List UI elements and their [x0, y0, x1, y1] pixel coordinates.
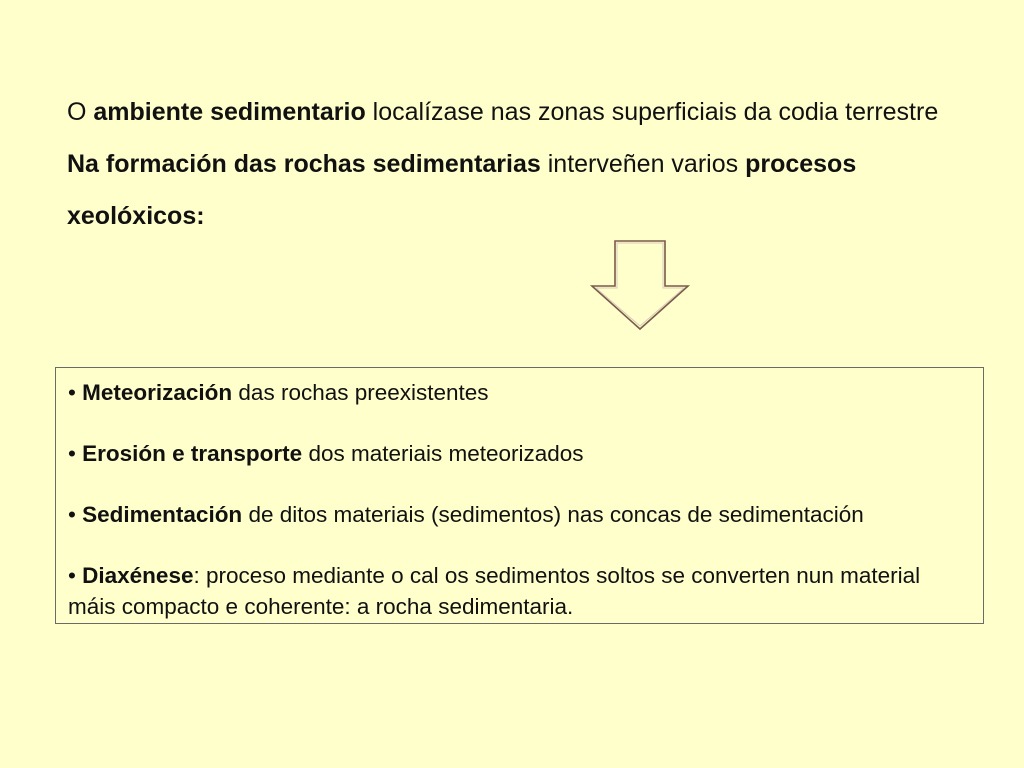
intro-1-post: localízase nas zonas superficiais da codia terrestre — [365, 98, 939, 126]
intro-2-bold-1: Na formación das rochas sedimentarias — [67, 150, 541, 178]
bullet: • — [68, 502, 83, 527]
down-arrow-icon — [589, 238, 691, 332]
intro-1-bold: ambiente sedimentario — [93, 98, 366, 126]
intro-paragraph-2 — [67, 138, 987, 242]
process-description: : proceso mediante o cal os sedimentos soltos se converten nun material máis compacto e coherente: a rocha sedimentaria. — [68, 563, 921, 619]
process-item-sedimentation — [68, 499, 973, 530]
process-item-meteorization — [68, 377, 973, 408]
bullet: • — [68, 563, 83, 588]
process-item-diagenesis — [68, 560, 973, 622]
bullet: • — [68, 380, 83, 405]
intro-text — [67, 86, 987, 242]
bullet: • — [68, 441, 83, 466]
process-description: das rochas preexistentes — [232, 380, 489, 405]
process-description: de ditos materiais (sedimentos) nas concas de sedimentación — [242, 502, 864, 527]
intro-2-bold-2: procesos xeolóxicos: — [67, 150, 857, 230]
process-term: Sedimentación — [82, 502, 243, 527]
process-term: Meteorización — [82, 380, 233, 405]
process-term: Diaxénese — [82, 563, 194, 588]
processes-box — [55, 367, 984, 624]
intro-1-pre: O — [67, 98, 94, 126]
intro-paragraph-1 — [67, 86, 987, 138]
intro-2-mid: interveñen varios — [540, 150, 746, 178]
process-description: dos materiais meteorizados — [302, 441, 584, 466]
process-term: Erosión e transporte — [82, 441, 303, 466]
process-item-erosion — [68, 438, 973, 469]
